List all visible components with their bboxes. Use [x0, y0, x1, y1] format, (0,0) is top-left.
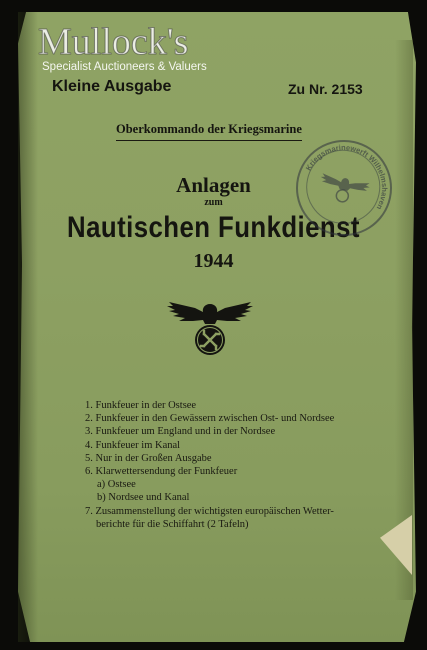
contents-item: 6. Klarwettersendung der Funkfeuer — [85, 466, 238, 478]
stamp-text: Kriegsmarinewerft Wilhelmshaven — [303, 142, 390, 212]
contents-item: 7. Zusammenstellung der wichtigsten europäischen Wetter- — [85, 505, 334, 517]
command-label: Oberkommando der Kriegsmarine — [116, 122, 302, 141]
title-anlagen: Anlagen — [176, 173, 251, 197]
contents-subitem: a) Ostsee — [97, 479, 136, 491]
contents-item: 2. Funkfeuer in den Gewässern zwischen Ost- und Nordsee — [85, 413, 335, 425]
contents-item-continuation: berichte für die Schiffahrt (2 Tafeln) — [96, 518, 249, 530]
watermark-title: Mullock's — [38, 21, 189, 63]
contents-list — [85, 399, 334, 531]
title-main: Nautischen Funkdienst — [67, 211, 360, 244]
edition-label: Kleine Ausgabe — [52, 78, 172, 95]
contents-item: 5. Nur in der Großen Ausgabe — [85, 452, 212, 464]
spine-shadow — [18, 12, 38, 642]
contents-item: 4. Funkfeuer im Kanal — [85, 439, 181, 451]
contents-item: 1. Funkfeuer in der Ostsee — [85, 400, 197, 411]
reference-number: Zu Nr. 2153 — [288, 81, 363, 97]
title-zum: zum — [204, 197, 223, 208]
contents-subitem: b) Nordsee und Kanal — [97, 492, 190, 504]
auction-watermark — [38, 22, 218, 76]
contents-item: 3. Funkfeuer um England und in der Nordsee — [85, 426, 276, 438]
eagle-emblem-icon — [165, 296, 255, 362]
watermark-subtitle: Specialist Auctioneers & Valuers — [42, 61, 207, 73]
ink-stamp — [287, 131, 401, 245]
edge-wear — [395, 40, 413, 600]
year-label: 1944 — [193, 250, 234, 272]
